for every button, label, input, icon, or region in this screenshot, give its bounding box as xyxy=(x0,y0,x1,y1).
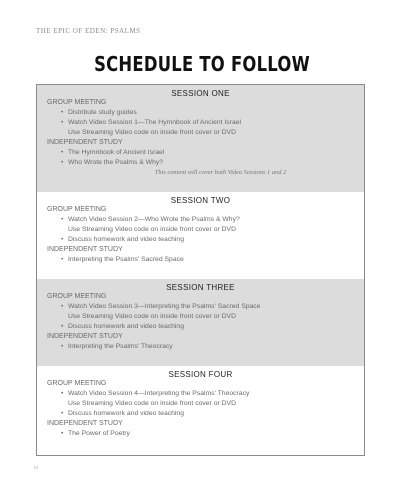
independent-study-list xyxy=(37,342,364,352)
session-title: SESSION ONE xyxy=(171,89,230,98)
independent-study-label: INDEPENDENT STUDY xyxy=(47,246,123,253)
independent-study-list xyxy=(37,255,364,265)
group-meeting-list xyxy=(37,215,364,245)
independent-study-label: INDEPENDENT STUDY xyxy=(47,420,123,427)
session-two xyxy=(37,192,364,279)
list-item: • Discuss homework and video teaching xyxy=(37,409,364,419)
independent-study-label: INDEPENDENT STUDY xyxy=(47,139,123,146)
group-meeting-label: GROUP MEETING xyxy=(47,293,107,300)
page-number: vi xyxy=(34,466,38,471)
session-title: SESSION THREE xyxy=(166,283,235,292)
independent-study-label: INDEPENDENT STUDY xyxy=(47,333,123,340)
group-meeting-list xyxy=(37,389,364,419)
group-meeting-list xyxy=(37,108,364,138)
session-four xyxy=(37,366,364,455)
session-title: SESSION FOUR xyxy=(168,370,233,379)
list-item: • Interpreting the Psalms' Theocracy xyxy=(37,342,364,352)
list-item: • The Power of Poetry xyxy=(37,429,364,439)
list-item: • Who Wrote the Psalms & Why? xyxy=(37,158,364,168)
session-note: This content will cover both Video Sessions 1 and 2 xyxy=(154,169,287,176)
independent-study-list xyxy=(37,148,364,168)
group-meeting-label: GROUP MEETING xyxy=(47,206,107,213)
session-title: SESSION TWO xyxy=(170,196,231,205)
list-item: • Discuss homework and video teaching xyxy=(37,322,364,332)
list-item: • Watch Video Session 3—Interpreting the Psalms' Sacred Space Use Streaming Video code on inside front cover or DVD xyxy=(37,302,364,322)
list-item: • Distribute study guides xyxy=(37,108,364,118)
list-item: • The Hymnbook of Ancient Israel xyxy=(37,148,364,158)
independent-study-list xyxy=(37,429,364,439)
list-item: • Watch Video Session 1—The Hymnbook of Ancient Israel Use Streaming Video code on inside front cover or DVD xyxy=(37,118,364,138)
group-meeting-label: GROUP MEETING xyxy=(47,380,107,387)
list-item: • Interpreting the Psalms' Sacred Space xyxy=(37,255,364,265)
running-head: THE EPIC OF EDEN: PSALMS xyxy=(36,27,141,35)
list-item: • Discuss homework and video teaching xyxy=(37,235,364,245)
group-meeting-label: GROUP MEETING xyxy=(47,99,107,106)
page-title: SCHEDULE TO FOLLOW xyxy=(94,52,310,76)
session-one xyxy=(37,85,364,192)
schedule-table xyxy=(36,84,365,456)
list-item: • Watch Video Session 2—Who Wrote the Psalms & Why? Use Streaming Video code on inside front cover or DVD xyxy=(37,215,364,235)
list-item: • Watch Video Session 4—Interpreting the Psalms' Theocracy Use Streaming Video code on inside front cover or DVD xyxy=(37,389,364,409)
session-three xyxy=(37,279,364,366)
group-meeting-list xyxy=(37,302,364,332)
